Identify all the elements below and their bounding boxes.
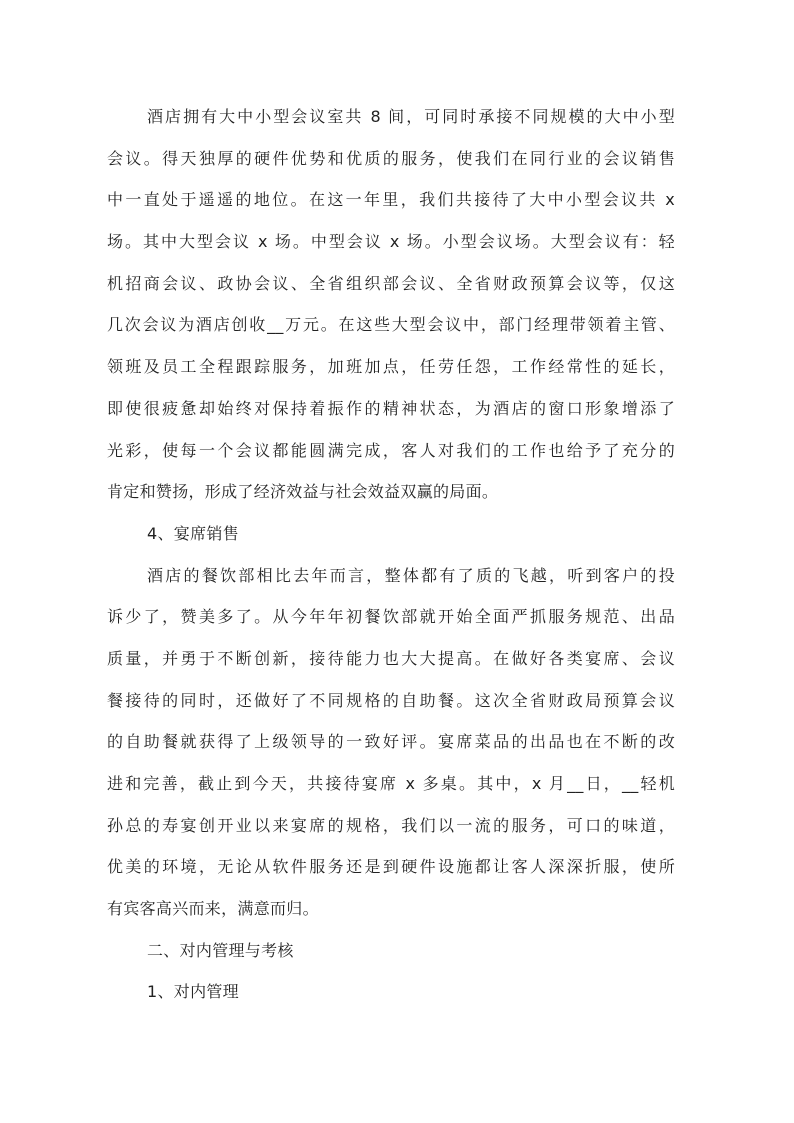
paragraph-line: 的自助餐就获得了上级领导的一致好评。宴席菜品的出品也在不断的改: [107, 732, 675, 752]
section-heading: 二、对内管理与考核: [147, 940, 294, 960]
paragraph-line: 有宾客高兴而来，满意而归。: [107, 899, 319, 919]
paragraph-line: 机招商会议、政协会议、全省组织部会议、全省财政预算会议等，仅这: [107, 273, 675, 293]
paragraph-line: 场。其中大型会议 x 场。中型会议 x 场。小型会议场。大型会议有：轻: [107, 232, 675, 252]
paragraph-line: 几次会议为酒店创收__万元。在这些大型会议中，部门经理带领着主管、: [107, 315, 675, 335]
paragraph-line: 诉少了，赞美多了。从今年年初餐饮部就开始全面严抓服务规范、出品: [107, 607, 675, 627]
paragraph-line: 酒店的餐饮部相比去年而言，整体都有了质的飞越，听到客户的投: [147, 565, 675, 585]
document-body: [107, 96, 675, 1013]
paragraph-line: 餐接待的同时，还做好了不同规格的自助餐。这次全省财政局预算会议: [107, 690, 675, 710]
paragraph-line: 优美的环境，无论从软件服务还是到硬件设施都让客人深深折服，使所: [107, 857, 675, 877]
paragraph-line: 会议。得天独厚的硬件优势和优质的服务，使我们在同行业的会议销售: [107, 148, 675, 168]
paragraph-line: 光彩，使每一个会议都能圆满完成，客人对我们的工作也给予了充分的: [107, 440, 675, 460]
paragraph-line: 即使很疲惫却始终对保持着振作的精神状态，为酒店的窗口形象增添了: [107, 398, 675, 418]
paragraph-line: 质量，并勇于不断创新，接待能力也大大提高。在做好各类宴席、会议: [107, 648, 675, 668]
section-heading: 4、宴席销售: [147, 523, 239, 543]
paragraph-line: 领班及员工全程跟踪服务，加班加点，任劳任怨，工作经常性的延长，: [107, 357, 675, 377]
paragraph-line: 肯定和赞扬，形成了经济效益与社会效益双赢的局面。: [107, 482, 499, 502]
paragraph-line: 孙总的寿宴创开业以来宴席的规格，我们以一流的服务，可口的味道，: [107, 815, 675, 835]
subsection-heading: 1、对内管理: [147, 982, 239, 1002]
paragraph-line: 酒店拥有大中小型会议室共 8 间，可同时承接不同规模的大中小型: [147, 107, 675, 126]
paragraph-line: 中一直处于遥遥的地位。在这一年里，我们共接待了大中小型会议共 x: [107, 190, 675, 210]
paragraph-line: 进和完善，截止到今天，共接待宴席 x 多桌。其中，x 月__日，__轻机: [107, 774, 675, 793]
